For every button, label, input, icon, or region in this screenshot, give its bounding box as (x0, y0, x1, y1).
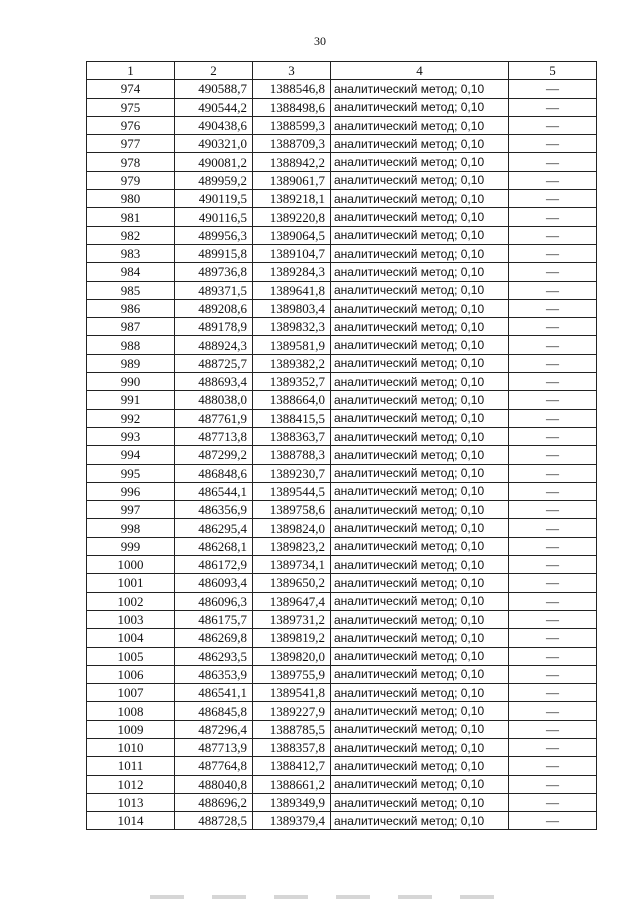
x-coordinate: 488725,7 (175, 354, 253, 372)
y-coordinate: 1389819,2 (253, 629, 331, 647)
table-body (87, 80, 597, 830)
y-coordinate: 1389820,0 (253, 647, 331, 665)
table-row (87, 464, 597, 482)
x-coordinate: 486269,8 (175, 629, 253, 647)
description-dash: — (509, 812, 597, 830)
description-dash: — (509, 556, 597, 574)
y-coordinate: 1389803,4 (253, 299, 331, 317)
point-number: 987 (87, 318, 175, 336)
y-coordinate: 1388546,8 (253, 80, 331, 98)
y-coordinate: 1389220,8 (253, 208, 331, 226)
x-coordinate: 488696,2 (175, 793, 253, 811)
x-coordinate: 487299,2 (175, 446, 253, 464)
x-coordinate: 489959,2 (175, 171, 253, 189)
y-coordinate: 1389352,7 (253, 373, 331, 391)
y-coordinate: 1388498,6 (253, 98, 331, 116)
table-row (87, 190, 597, 208)
point-number: 1007 (87, 684, 175, 702)
description-dash: — (509, 482, 597, 500)
table-row (87, 281, 597, 299)
method-accuracy: аналитический метод; 0,10 (331, 665, 509, 683)
x-coordinate: 490544,2 (175, 98, 253, 116)
x-coordinate: 487713,9 (175, 738, 253, 756)
table-row (87, 592, 597, 610)
table-row (87, 647, 597, 665)
y-coordinate: 1389755,9 (253, 665, 331, 683)
table-row (87, 98, 597, 116)
description-dash: — (509, 153, 597, 171)
description-dash: — (509, 574, 597, 592)
column-header-5: 5 (509, 62, 597, 80)
method-accuracy: аналитический метод; 0,10 (331, 629, 509, 647)
x-coordinate: 490081,2 (175, 153, 253, 171)
point-number: 1008 (87, 702, 175, 720)
method-accuracy: аналитический метод; 0,10 (331, 464, 509, 482)
description-dash: — (509, 190, 597, 208)
table-header (87, 62, 597, 80)
y-coordinate: 1388661,2 (253, 775, 331, 793)
description-dash: — (509, 738, 597, 756)
description-dash: — (509, 80, 597, 98)
x-coordinate: 486096,3 (175, 592, 253, 610)
point-number: 984 (87, 263, 175, 281)
description-dash: — (509, 98, 597, 116)
table-row (87, 775, 597, 793)
table-row (87, 354, 597, 372)
method-accuracy: аналитический метод; 0,10 (331, 720, 509, 738)
y-coordinate: 1388788,3 (253, 446, 331, 464)
description-dash: — (509, 354, 597, 372)
table-row (87, 427, 597, 445)
method-accuracy: аналитический метод; 0,10 (331, 244, 509, 262)
point-number: 988 (87, 336, 175, 354)
point-number: 1014 (87, 812, 175, 830)
y-coordinate: 1389230,7 (253, 464, 331, 482)
point-number: 981 (87, 208, 175, 226)
table-row (87, 537, 597, 555)
description-dash: — (509, 501, 597, 519)
point-number: 1010 (87, 738, 175, 756)
description-dash: — (509, 684, 597, 702)
method-accuracy: аналитический метод; 0,10 (331, 190, 509, 208)
column-header-4: 4 (331, 62, 509, 80)
description-dash: — (509, 336, 597, 354)
description-dash: — (509, 665, 597, 683)
method-accuracy: аналитический метод; 0,10 (331, 702, 509, 720)
y-coordinate: 1388415,5 (253, 409, 331, 427)
description-dash: — (509, 281, 597, 299)
y-coordinate: 1388709,3 (253, 135, 331, 153)
description-dash: — (509, 775, 597, 793)
table-row (87, 556, 597, 574)
x-coordinate: 490119,5 (175, 190, 253, 208)
y-coordinate: 1389349,9 (253, 793, 331, 811)
x-coordinate: 489178,9 (175, 318, 253, 336)
x-coordinate: 490321,0 (175, 135, 253, 153)
x-coordinate: 486544,1 (175, 482, 253, 500)
table-row (87, 501, 597, 519)
method-accuracy: аналитический метод; 0,10 (331, 208, 509, 226)
description-dash: — (509, 226, 597, 244)
y-coordinate: 1389544,5 (253, 482, 331, 500)
method-accuracy: аналитический метод; 0,10 (331, 775, 509, 793)
point-number: 980 (87, 190, 175, 208)
point-number: 1009 (87, 720, 175, 738)
table-row (87, 629, 597, 647)
point-number: 974 (87, 80, 175, 98)
point-number: 1000 (87, 556, 175, 574)
point-number: 982 (87, 226, 175, 244)
point-number: 991 (87, 391, 175, 409)
x-coordinate: 490588,7 (175, 80, 253, 98)
y-coordinate: 1389382,2 (253, 354, 331, 372)
description-dash: — (509, 793, 597, 811)
table-row (87, 336, 597, 354)
description-dash: — (509, 427, 597, 445)
description-dash: — (509, 171, 597, 189)
description-dash: — (509, 610, 597, 628)
method-accuracy: аналитический метод; 0,10 (331, 427, 509, 445)
x-coordinate: 486293,5 (175, 647, 253, 665)
column-header-1: 1 (87, 62, 175, 80)
method-accuracy: аналитический метод; 0,10 (331, 80, 509, 98)
x-coordinate: 489371,5 (175, 281, 253, 299)
method-accuracy: аналитический метод; 0,10 (331, 318, 509, 336)
method-accuracy: аналитический метод; 0,10 (331, 738, 509, 756)
point-number: 1002 (87, 592, 175, 610)
point-number: 994 (87, 446, 175, 464)
table-row (87, 80, 597, 98)
x-coordinate: 486356,9 (175, 501, 253, 519)
y-coordinate: 1388357,8 (253, 738, 331, 756)
method-accuracy: аналитический метод; 0,10 (331, 153, 509, 171)
table-row (87, 263, 597, 281)
header-row (87, 62, 597, 80)
scan-footer-artifact (150, 895, 500, 899)
x-coordinate: 487296,4 (175, 720, 253, 738)
y-coordinate: 1389218,1 (253, 190, 331, 208)
y-coordinate: 1388785,5 (253, 720, 331, 738)
x-coordinate: 489956,3 (175, 226, 253, 244)
method-accuracy: аналитический метод; 0,10 (331, 812, 509, 830)
point-number: 990 (87, 373, 175, 391)
description-dash: — (509, 537, 597, 555)
x-coordinate: 487713,8 (175, 427, 253, 445)
method-accuracy: аналитический метод; 0,10 (331, 519, 509, 537)
x-coordinate: 486295,4 (175, 519, 253, 537)
table-row (87, 702, 597, 720)
point-number: 998 (87, 519, 175, 537)
description-dash: — (509, 263, 597, 281)
y-coordinate: 1389647,4 (253, 592, 331, 610)
description-dash: — (509, 318, 597, 336)
y-coordinate: 1389284,3 (253, 263, 331, 281)
point-number: 989 (87, 354, 175, 372)
x-coordinate: 487761,9 (175, 409, 253, 427)
table-row (87, 318, 597, 336)
method-accuracy: аналитический метод; 0,10 (331, 501, 509, 519)
x-coordinate: 486541,1 (175, 684, 253, 702)
method-accuracy: аналитический метод; 0,10 (331, 135, 509, 153)
method-accuracy: аналитический метод; 0,10 (331, 336, 509, 354)
description-dash: — (509, 757, 597, 775)
method-accuracy: аналитический метод; 0,10 (331, 446, 509, 464)
y-coordinate: 1388599,3 (253, 116, 331, 134)
point-number: 979 (87, 171, 175, 189)
method-accuracy: аналитический метод; 0,10 (331, 793, 509, 811)
method-accuracy: аналитический метод; 0,10 (331, 556, 509, 574)
table-row (87, 757, 597, 775)
table-row (87, 793, 597, 811)
point-number: 995 (87, 464, 175, 482)
x-coordinate: 488038,0 (175, 391, 253, 409)
x-coordinate: 488693,4 (175, 373, 253, 391)
y-coordinate: 1389641,8 (253, 281, 331, 299)
method-accuracy: аналитический метод; 0,10 (331, 354, 509, 372)
y-coordinate: 1389731,2 (253, 610, 331, 628)
point-number: 976 (87, 116, 175, 134)
method-accuracy: аналитический метод; 0,10 (331, 610, 509, 628)
point-number: 985 (87, 281, 175, 299)
y-coordinate: 1389581,9 (253, 336, 331, 354)
y-coordinate: 1389758,6 (253, 501, 331, 519)
description-dash: — (509, 647, 597, 665)
table-row (87, 153, 597, 171)
y-coordinate: 1389541,8 (253, 684, 331, 702)
description-dash: — (509, 299, 597, 317)
table-row (87, 135, 597, 153)
description-dash: — (509, 391, 597, 409)
y-coordinate: 1389650,2 (253, 574, 331, 592)
x-coordinate: 487764,8 (175, 757, 253, 775)
y-coordinate: 1388363,7 (253, 427, 331, 445)
point-number: 1012 (87, 775, 175, 793)
x-coordinate: 488040,8 (175, 775, 253, 793)
table-row (87, 738, 597, 756)
table-row (87, 244, 597, 262)
description-dash: — (509, 446, 597, 464)
point-number: 977 (87, 135, 175, 153)
point-number: 986 (87, 299, 175, 317)
page-number: 30 (314, 34, 326, 48)
method-accuracy: аналитический метод; 0,10 (331, 482, 509, 500)
point-number: 996 (87, 482, 175, 500)
x-coordinate: 488924,3 (175, 336, 253, 354)
description-dash: — (509, 373, 597, 391)
method-accuracy: аналитический метод; 0,10 (331, 171, 509, 189)
table-row (87, 610, 597, 628)
y-coordinate: 1388942,2 (253, 153, 331, 171)
x-coordinate: 489915,8 (175, 244, 253, 262)
x-coordinate: 489736,8 (175, 263, 253, 281)
table-row (87, 171, 597, 189)
method-accuracy: аналитический метод; 0,10 (331, 684, 509, 702)
table-row (87, 684, 597, 702)
description-dash: — (509, 592, 597, 610)
point-number: 992 (87, 409, 175, 427)
point-number: 1005 (87, 647, 175, 665)
point-number: 997 (87, 501, 175, 519)
x-coordinate: 486268,1 (175, 537, 253, 555)
description-dash: — (509, 720, 597, 738)
table-row (87, 116, 597, 134)
y-coordinate: 1389379,4 (253, 812, 331, 830)
description-dash: — (509, 409, 597, 427)
method-accuracy: аналитический метод; 0,10 (331, 537, 509, 555)
x-coordinate: 486175,7 (175, 610, 253, 628)
x-coordinate: 486848,6 (175, 464, 253, 482)
method-accuracy: аналитический метод; 0,10 (331, 574, 509, 592)
description-dash: — (509, 464, 597, 482)
table-row (87, 446, 597, 464)
y-coordinate: 1389824,0 (253, 519, 331, 537)
table-row (87, 226, 597, 244)
point-number: 983 (87, 244, 175, 262)
x-coordinate: 489208,6 (175, 299, 253, 317)
method-accuracy: аналитический метод; 0,10 (331, 757, 509, 775)
x-coordinate: 486845,8 (175, 702, 253, 720)
method-accuracy: аналитический метод; 0,10 (331, 409, 509, 427)
y-coordinate: 1389832,3 (253, 318, 331, 336)
method-accuracy: аналитический метод; 0,10 (331, 373, 509, 391)
y-coordinate: 1389823,2 (253, 537, 331, 555)
table-row (87, 482, 597, 500)
table-row (87, 720, 597, 738)
method-accuracy: аналитический метод; 0,10 (331, 98, 509, 116)
y-coordinate: 1389104,7 (253, 244, 331, 262)
y-coordinate: 1389734,1 (253, 556, 331, 574)
method-accuracy: аналитический метод; 0,10 (331, 116, 509, 134)
method-accuracy: аналитический метод; 0,10 (331, 299, 509, 317)
x-coordinate: 486093,4 (175, 574, 253, 592)
x-coordinate: 486172,9 (175, 556, 253, 574)
column-header-3: 3 (253, 62, 331, 80)
x-coordinate: 490438,6 (175, 116, 253, 134)
point-number: 993 (87, 427, 175, 445)
point-number: 975 (87, 98, 175, 116)
method-accuracy: аналитический метод; 0,10 (331, 226, 509, 244)
description-dash: — (509, 135, 597, 153)
table-row (87, 373, 597, 391)
method-accuracy: аналитический метод; 0,10 (331, 647, 509, 665)
point-number: 1011 (87, 757, 175, 775)
point-number: 978 (87, 153, 175, 171)
y-coordinate: 1388664,0 (253, 391, 331, 409)
coordinates-table (86, 61, 597, 830)
description-dash: — (509, 702, 597, 720)
method-accuracy: аналитический метод; 0,10 (331, 263, 509, 281)
point-number: 1004 (87, 629, 175, 647)
table-row (87, 519, 597, 537)
table-row (87, 812, 597, 830)
table-row (87, 299, 597, 317)
table-row (87, 391, 597, 409)
y-coordinate: 1389061,7 (253, 171, 331, 189)
description-dash: — (509, 116, 597, 134)
x-coordinate: 490116,5 (175, 208, 253, 226)
point-number: 999 (87, 537, 175, 555)
description-dash: — (509, 244, 597, 262)
point-number: 1001 (87, 574, 175, 592)
description-dash: — (509, 629, 597, 647)
method-accuracy: аналитический метод; 0,10 (331, 391, 509, 409)
point-number: 1013 (87, 793, 175, 811)
table-row (87, 665, 597, 683)
y-coordinate: 1389064,5 (253, 226, 331, 244)
column-header-2: 2 (175, 62, 253, 80)
method-accuracy: аналитический метод; 0,10 (331, 592, 509, 610)
table-row (87, 574, 597, 592)
point-number: 1006 (87, 665, 175, 683)
method-accuracy: аналитический метод; 0,10 (331, 281, 509, 299)
x-coordinate: 486353,9 (175, 665, 253, 683)
description-dash: — (509, 519, 597, 537)
y-coordinate: 1389227,9 (253, 702, 331, 720)
y-coordinate: 1388412,7 (253, 757, 331, 775)
table-row (87, 208, 597, 226)
point-number: 1003 (87, 610, 175, 628)
table-row (87, 409, 597, 427)
description-dash: — (509, 208, 597, 226)
x-coordinate: 488728,5 (175, 812, 253, 830)
